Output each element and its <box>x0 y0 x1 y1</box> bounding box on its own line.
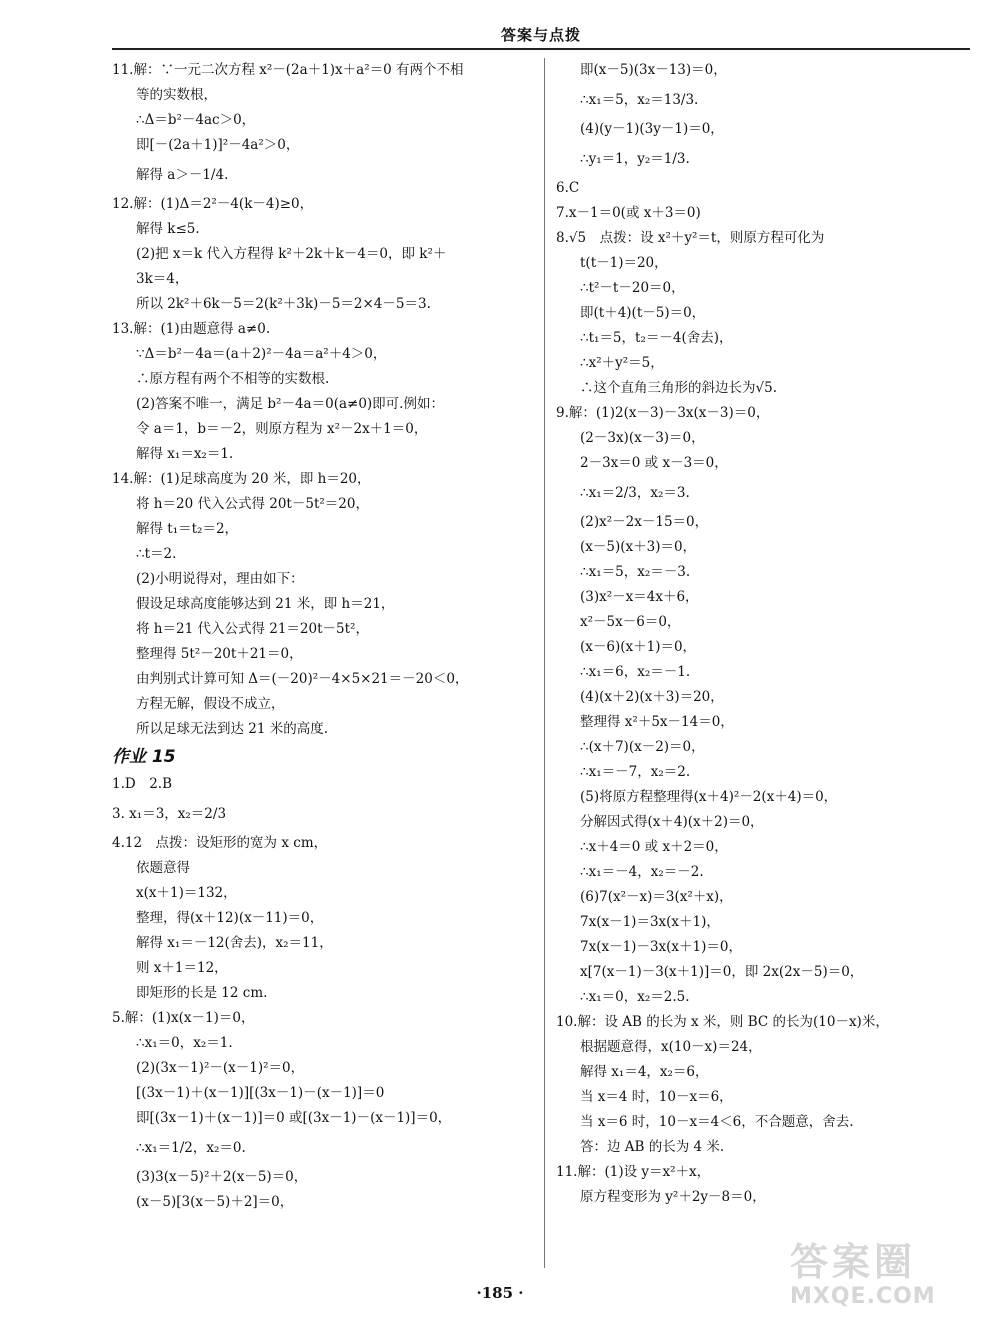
answer-line: (4)(x＋2)(x＋3)＝20， <box>580 689 724 705</box>
answer-line: 方程无解，假设不成立， <box>136 696 285 712</box>
answer-line: ∴x＋4＝0 或 x＋2＝0， <box>580 839 728 855</box>
answer-line: 解得 a＞－1/4. <box>136 167 229 183</box>
answer-line: 9.解：(1)2(x－3)－3x(x－3)＝0， <box>556 405 770 421</box>
answer-line: 分解因式得(x＋4)(x＋2)＝0， <box>580 814 764 830</box>
answer-line: (3)x²－x＝4x＋6， <box>580 589 699 605</box>
answer-line: 11.解：(1)设 y＝x²＋x， <box>556 1164 711 1180</box>
watermark-en: MXQE.COM <box>790 1284 936 1309</box>
answer-line: ∴这个直角三角形的斜边长为√5. <box>580 380 777 396</box>
answer-line: ∴x₁＝6，x₂＝－1. <box>580 664 691 680</box>
answer-line: 当 x＝6 时，10－x＝4＜6，不合题意，舍去. <box>580 1114 854 1130</box>
answer-line: (2)x²－2x－15＝0， <box>580 514 709 530</box>
answer-line: ∴Δ＝b²－4ac＞0， <box>136 112 256 128</box>
answer-line: ∵Δ＝b²－4a＝(a＋2)²－4a＝a²＋4＞0， <box>136 346 387 362</box>
answer-line: ∴y₁＝1，y₂＝1/3. <box>580 151 690 167</box>
section-heading: 作业 15 <box>112 747 176 767</box>
answer-line: 3. x₁＝3，x₂＝2/3 <box>112 806 227 822</box>
answer-line: 当 x＝4 时，10－x＝6， <box>580 1089 733 1105</box>
answer-line: 11.解：∵一元二次方程 x²－(2a＋1)x＋a²＝0 有两个不相 <box>112 62 464 78</box>
answer-line: (x－6)(x＋1)＝0， <box>580 639 697 655</box>
answer-line: 答：边 AB 的长为 4 米. <box>580 1139 725 1155</box>
answer-line: 13.解：(1)由题意得 a≠0. <box>112 321 271 337</box>
answer-line: (4)(y－1)(3y－1)＝0， <box>580 121 724 137</box>
page-header-title: 答案与点拨 <box>500 26 581 44</box>
answer-line: 解得 t₁＝t₂＝2， <box>136 521 239 537</box>
left-column <box>112 58 537 1215</box>
answer-line: [(3x－1)＋(x－1)][(3x－1)－(x－1)]＝0 <box>136 1085 385 1101</box>
answer-line: 即(x－5)(3x－13)＝0， <box>580 62 727 78</box>
answer-line: (2)(3x－1)²－(x－1)²＝0， <box>136 1060 305 1076</box>
answer-line: ∴t₁＝5，t₂＝－4(舍去)， <box>580 330 733 346</box>
answer-line: 1.D 2.B <box>112 776 173 792</box>
answer-line: 14.解：(1)足球高度为 20 米，即 h＝20， <box>112 471 371 487</box>
answer-line: ∴t²－t－20＝0， <box>580 280 685 296</box>
answer-line: x²－5x－6＝0， <box>580 614 681 630</box>
answer-line: 令 a＝1，b＝－2，则原方程为 x²－2x＋1＝0， <box>136 421 428 437</box>
answer-line: (2)小明说得对，理由如下： <box>136 571 304 587</box>
answer-line: (5)将原方程整理得(x＋4)²－2(x＋4)＝0， <box>580 789 838 805</box>
right-column <box>556 58 976 1210</box>
column-divider <box>544 58 545 1268</box>
page-number: ·185 · <box>476 1284 524 1302</box>
answer-line: 即矩形的长是 12 cm. <box>136 985 268 1001</box>
answer-line: ∴x₁＝－7，x₂＝2. <box>580 764 691 780</box>
answer-line: ∴t＝2. <box>136 546 177 562</box>
answer-line: 12.解：(1)Δ＝2²－4(k－4)≥0， <box>112 196 314 212</box>
answer-line: 2－3x＝0 或 x－3＝0， <box>580 455 728 471</box>
watermark-cn: 答案圈 <box>790 1240 917 1284</box>
answer-line: 原方程变形为 y²＋2y－8＝0， <box>580 1189 766 1205</box>
answer-line: 将 h＝21 代入公式得 21＝20t－5t²， <box>136 621 369 637</box>
answer-line: 3k＝4， <box>136 271 189 287</box>
answer-line: 将 h＝20 代入公式得 20t－5t²＝20， <box>136 496 369 512</box>
answer-line: 7x(x－1)＝3x(x＋1)， <box>580 914 720 930</box>
answer-line: 即(t＋4)(t－5)＝0， <box>580 305 706 321</box>
answer-line: 由判别式计算可知 Δ＝(－20)²－4×5×21＝－20＜0， <box>136 671 469 687</box>
watermark-logo <box>790 1240 990 1320</box>
answer-line: ∴x₁＝5，x₂＝13/3. <box>580 92 699 108</box>
answer-line: 4.12 点拨：设矩形的宽为 x cm， <box>112 835 328 851</box>
answer-line: ∴x₁＝－4，x₂＝－2. <box>580 864 704 880</box>
answer-line: ∴(x＋7)(x－2)＝0， <box>580 739 705 755</box>
answer-line: 6.C <box>556 180 580 196</box>
answer-line: ∴x₁＝1/2，x₂＝0. <box>136 1140 246 1156</box>
answer-line: 解得 x₁＝4，x₂＝6， <box>580 1064 709 1080</box>
answer-line: 5.解：(1)x(x－1)＝0， <box>112 1010 255 1026</box>
answer-line: 10.解：设 AB 的长为 x 米，则 BC 的长为(10－x)米， <box>556 1014 889 1030</box>
answer-line: 整理得 5t²－20t＋21＝0， <box>136 646 303 662</box>
answer-line: 即[－(2a＋1)]²－4a²＞0， <box>136 137 300 153</box>
answer-line: x(x＋1)＝132， <box>136 885 237 901</box>
answer-line: t(t－1)＝20， <box>580 255 668 271</box>
answer-line: (2)答案不唯一，满足 b²－4a＝0(a≠0)即可.例如： <box>136 396 444 412</box>
answer-line: 7.x－1＝0(或 x＋3＝0) <box>556 205 701 221</box>
answer-line: (x－5)(x＋3)＝0， <box>580 539 697 555</box>
answer-line: 则 x＋1＝12， <box>136 960 228 976</box>
answer-line: (6)7(x²－x)＝3(x²＋x)， <box>580 889 733 905</box>
answer-line: ∴x₁＝0，x₂＝2.5. <box>580 989 690 1005</box>
answer-line: ∴x²＋y²＝5， <box>580 355 664 371</box>
answer-line: ∴x₁＝2/3，x₂＝3. <box>580 485 690 501</box>
answer-line: 等的实数根， <box>136 87 217 103</box>
answer-line: 依题意得 <box>136 860 190 876</box>
header-rule <box>112 48 970 50</box>
answer-line: ∴x₁＝0，x₂＝1. <box>136 1035 233 1051</box>
answer-line: 解得 k≤5. <box>136 221 200 237</box>
answer-line: (3)3(x－5)²＋2(x－5)＝0， <box>136 1169 308 1185</box>
answer-line: (2)把 x＝k 代入方程得 k²＋2k＋k－4＝0，即 k²＋ <box>136 246 447 262</box>
answer-line: 整理得 x²＋5x－14＝0， <box>580 714 734 730</box>
answer-line: ∴x₁＝5，x₂＝－3. <box>580 564 691 580</box>
answer-line: 整理，得(x＋12)(x－11)＝0， <box>136 910 324 926</box>
answer-line: x[7(x－1)－3(x＋1)]＝0，即 2x(2x－5)＝0， <box>580 964 864 980</box>
answer-line: (2－3x)(x－3)＝0， <box>580 430 705 446</box>
answer-line: 8.√5 点拨：设 x²＋y²＝t，则原方程可化为 <box>556 230 825 246</box>
answer-line: 所以足球无法到达 21 米的高度. <box>136 721 329 737</box>
answer-line: 假设足球高度能够达到 21 米，即 h＝21， <box>136 596 395 612</box>
answer-line: 根据题意得，x(10－x)＝24， <box>580 1039 762 1055</box>
answer-line: (x－5)[3(x－5)＋2]＝0， <box>136 1194 294 1210</box>
answer-line: 解得 x₁＝x₂＝1. <box>136 446 234 462</box>
answer-line: 解得 x₁＝－12(舍去)，x₂＝11， <box>136 935 333 951</box>
answer-line: ∴原方程有两个不相等的实数根. <box>136 371 330 387</box>
answer-line: 7x(x－1)－3x(x＋1)＝0， <box>580 939 742 955</box>
answer-line: 即[(3x－1)＋(x－1)]＝0 或[(3x－1)－(x－1)]＝0， <box>136 1110 452 1126</box>
answer-line: 所以 2k²＋6k－5＝2(k²＋3k)－5＝2×4－5＝3. <box>136 296 431 312</box>
